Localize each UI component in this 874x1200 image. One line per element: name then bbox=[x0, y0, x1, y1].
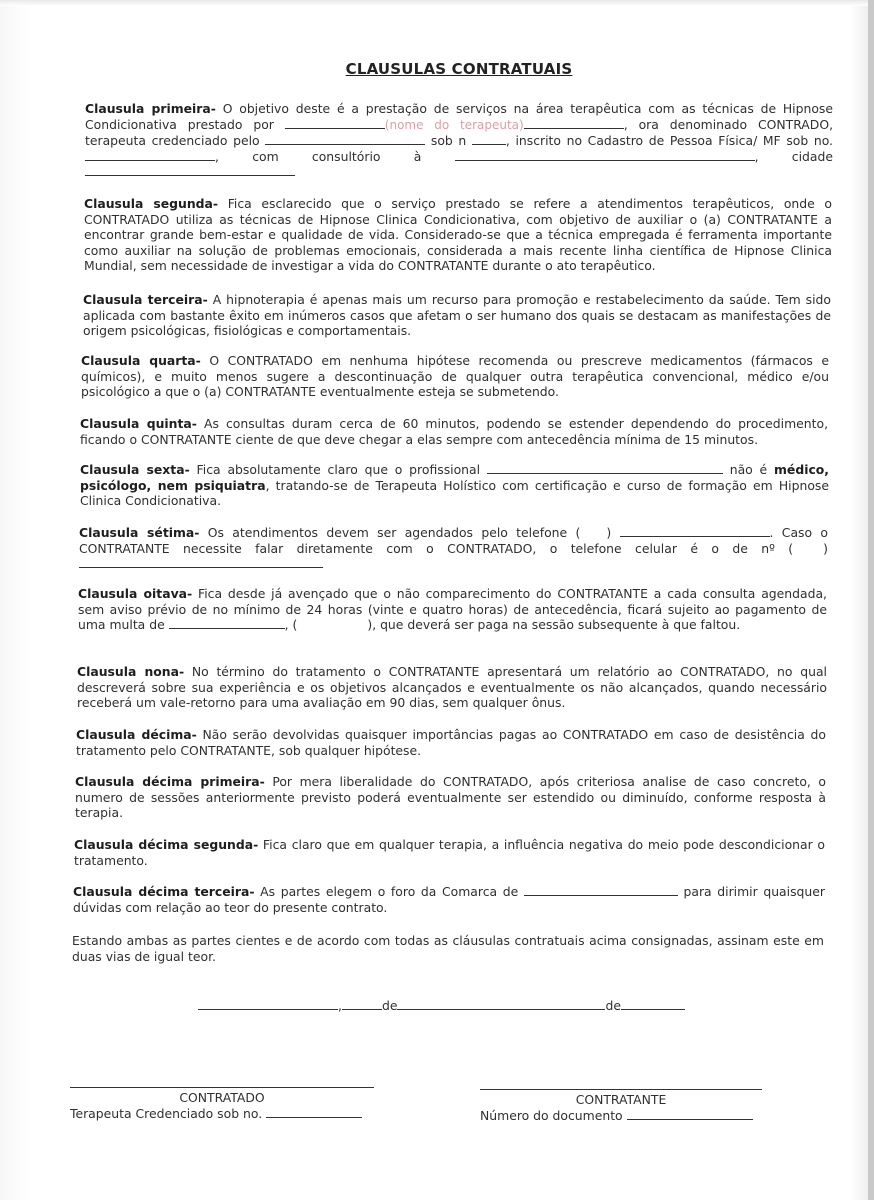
clause-13-text-a: As partes elegem o foro da Comarca de bbox=[254, 884, 524, 899]
jurisdiction-blank[interactable] bbox=[524, 884, 678, 896]
date-line bbox=[198, 997, 685, 1013]
clause-7-text-d: ) bbox=[823, 540, 828, 556]
clause-1-text-a: O objetivo deste é a prestação de serviços na área terapêutica com as técnicas de Hipnose Condicionativa prestado por bbox=[85, 101, 833, 132]
clause-1-text-b: , ora denominado CONTRADO, terapeuta credenciado pelo bbox=[85, 116, 834, 149]
office-address-blank[interactable] bbox=[455, 149, 755, 161]
credential-number-blank[interactable] bbox=[266, 1106, 362, 1118]
clause-7-text-c: . Caso o CONTRATANTE necessite falar diretamente com o CONTRATADO, o telefone celular é o de nº ( bbox=[79, 525, 828, 556]
contratado-signature-block bbox=[70, 1087, 374, 1122]
clause-4 bbox=[81, 353, 829, 400]
document-title: CLAUSULAS CONTRATUAIS bbox=[345, 60, 573, 78]
clause-6-bold: médico, psicólogo, nem psiquiatra bbox=[80, 462, 830, 493]
clause-7-text-a: Os atendimentos devem ser agendados pelo telefone ( bbox=[199, 525, 581, 540]
clause-13 bbox=[73, 884, 825, 915]
clause-4-text: O CONTRATADO em nenhuma hipótese recomenda ou prescreve medicamentos (fármacos e químicos), e muito menos sugere a descontinuação de qualquer outra terapêutica convencional, médico e/ou psicológico a que o (a) CONTRATANTE eventualmente esteja se submetendo. bbox=[81, 353, 829, 400]
clause-1-text-d: , inscrito no Cadastro de Pessoa Física/ MF sob no. bbox=[505, 133, 833, 149]
clause-8-text-b: , ( bbox=[284, 617, 298, 633]
clause-13-text-b: para dirimir quaisquer dúvidas com relação ao teor do presente contrato. bbox=[73, 884, 825, 915]
clause-5 bbox=[80, 416, 828, 447]
clause-8-label: Clausula oitava- bbox=[78, 586, 193, 601]
clause-2 bbox=[84, 196, 832, 274]
clause-8-text-c: ), que deverá ser paga na sessão subsequente à que faltou. bbox=[367, 617, 741, 633]
contratante-signature-block bbox=[480, 1089, 762, 1124]
professional-name-blank[interactable] bbox=[487, 462, 723, 474]
phone-number-blank[interactable] bbox=[620, 525, 770, 537]
clause-7 bbox=[79, 525, 828, 572]
day-blank[interactable] bbox=[342, 997, 382, 1010]
clause-1-text-c: sob n bbox=[425, 133, 472, 149]
document-number-blank[interactable] bbox=[627, 1108, 753, 1120]
contratado-label: CONTRATADO bbox=[179, 1090, 265, 1105]
clause-2-label: Clausula segunda- bbox=[84, 196, 219, 211]
clause-12-text: Fica claro que em qualquer terapia, a influência negativa do meio pode descondicionar o tratamento. bbox=[74, 837, 825, 868]
clause-9-label: Clausula nona- bbox=[77, 664, 185, 679]
closing-statement: Estando ambas as partes cientes e de acordo com todas as cláusulas contratuais acima consignadas, assinam este em duas vias de igual teor. bbox=[72, 933, 824, 964]
cpf-number-blank[interactable] bbox=[85, 149, 215, 161]
clause-1-text-e: , com consultório à bbox=[215, 148, 455, 164]
clause-5-text: As consultas duram cerca de 60 minutos, podendo se estender dependendo do procedimento, ficando o CONTRATANTE ciente de que deve chegar a elas sempre com antecedência mínima de 15 minutos. bbox=[80, 416, 829, 447]
contratante-signature-line[interactable] bbox=[480, 1089, 762, 1090]
accreditation-number-blank[interactable] bbox=[472, 133, 506, 145]
clause-11-label: Clausula décima primeira- bbox=[75, 774, 265, 789]
clause-13-label: Clausula décima terceira- bbox=[73, 884, 255, 899]
month-blank[interactable] bbox=[397, 997, 605, 1010]
therapist-name-placeholder: (nome do terapeuta) bbox=[384, 117, 524, 132]
clause-11 bbox=[75, 774, 826, 821]
paper-top-shadow bbox=[0, 0, 874, 6]
clause-1-label: Clausula primeira- bbox=[85, 101, 216, 116]
year-blank[interactable] bbox=[621, 997, 685, 1010]
contratado-signature-line[interactable] bbox=[70, 1087, 374, 1088]
clause-3-text: A hipnoterapia é apenas mais um recurso para promoção e restabelecimento da saúde. Tem sido aplicada com bastante êxito em inúmeros casos que afetam o ser humano dos quais se destacam as manifestações de origem psicológicas, fisiológicas e comportamentais. bbox=[83, 292, 831, 339]
contratante-label: CONTRATANTE bbox=[575, 1092, 667, 1107]
paper-right-edge bbox=[868, 0, 874, 1200]
clause-3-label: Clausula terceira- bbox=[83, 292, 208, 307]
clause-12 bbox=[74, 837, 825, 868]
clause-3 bbox=[83, 292, 831, 339]
clause-12-label: Clausula décima segunda- bbox=[74, 837, 259, 852]
clause-6 bbox=[80, 462, 829, 509]
clause-2-text: Fica esclarecido que o serviço prestado se refere a atendimentos terapêuticos, onde o CONTRATADO utiliza as técnicas de Hipnose Clinica Condicionativa, com objetivo de auxiliar o (a) CONTRATANTE a encontrar grande bem-estar e qualidade de vida. Considerado-se que a técnica empregada é ferramenta importante como auxiliar na solução de problemas emocionais, considerada a mais recente linha científica de Hipnose Clinica Mundial, sem necessidade de investigar a vida do CONTRATANTE durante o ato terapêutico. bbox=[84, 196, 832, 274]
date-de-1: de bbox=[381, 998, 398, 1013]
clause-1 bbox=[85, 101, 833, 180]
therapist-name-blank-b[interactable] bbox=[524, 117, 624, 129]
clause-5-label: Clausula quinta- bbox=[80, 416, 197, 431]
clause-9 bbox=[77, 664, 827, 711]
clause-6-label: Clausula sexta- bbox=[80, 462, 190, 477]
therapist-name-blank-a[interactable] bbox=[285, 117, 385, 129]
clause-6-text-c: , tratando-se de Terapeuta Holístico com certificação e curso de formação em Hipnose Clinica Condicionativa. bbox=[80, 477, 829, 509]
phone-area-code-blank[interactable] bbox=[580, 526, 606, 537]
clause-10-label: Clausula décima- bbox=[76, 727, 197, 742]
fine-amount-blank[interactable] bbox=[169, 617, 285, 629]
date-comma: , bbox=[338, 998, 342, 1013]
clause-8-text-a: Fica desde já avençado que o não comparecimento do CONTRATANTE a cada consulta agendada, sem aviso prévio de no mínimo de 24 horas (vinte e quatro horas) de antecedência, ficará sujeito ao pagamento de uma multa de bbox=[78, 586, 827, 633]
contratado-credential-label: Terapeuta Credenciado sob no. bbox=[70, 1106, 263, 1121]
contratante-document-line bbox=[480, 1108, 762, 1124]
clause-10 bbox=[76, 727, 826, 758]
cell-area-code-blank[interactable] bbox=[793, 542, 823, 553]
clause-7-label: Clausula sétima- bbox=[79, 525, 200, 540]
clause-7-text-b: ) bbox=[606, 525, 620, 540]
place-blank[interactable] bbox=[198, 997, 338, 1010]
clause-6-text-b: não é bbox=[722, 462, 775, 477]
fine-amount-words-blank[interactable] bbox=[297, 618, 367, 629]
clause-10-text: Não serão devolvidas quaisquer importâncias pagas ao CONTRATADO em caso de desistência do tratamento pelo CONTRATANTE, sob qualquer hipótese. bbox=[76, 727, 826, 758]
clause-11-text: Por mera liberalidade do CONTRATADO, após criteriosa analise de caso concreto, o numero de sessões anteriormente previsto poderá eventualmente ser estendido ou diminuído, conforme resposta à terapia. bbox=[75, 774, 826, 821]
city-blank[interactable] bbox=[85, 164, 295, 176]
clause-1-text-f: , cidade bbox=[754, 148, 833, 164]
clause-9-text: No término do tratamento o CONTRATANTE apresentará um relatório ao CONTRATADO, no qual descreverá sobre sua experiência e os objetivos alcançados e eventualmente os não alcançados, quando necessário receberá um vale-retorno para uma avaliação em 90 dias, sem qualquer ônus. bbox=[77, 664, 827, 711]
date-de-2: de bbox=[605, 998, 621, 1013]
cell-number-blank[interactable] bbox=[79, 556, 323, 568]
clause-6-text-a: Fica absolutamente claro que o profissional bbox=[189, 462, 487, 477]
accreditation-body-blank[interactable] bbox=[265, 133, 425, 145]
contratante-document-label: Número do documento bbox=[480, 1108, 623, 1123]
clause-8 bbox=[78, 586, 827, 633]
contratado-credential-line bbox=[70, 1106, 374, 1122]
clause-4-label: Clausula quarta- bbox=[81, 353, 201, 368]
